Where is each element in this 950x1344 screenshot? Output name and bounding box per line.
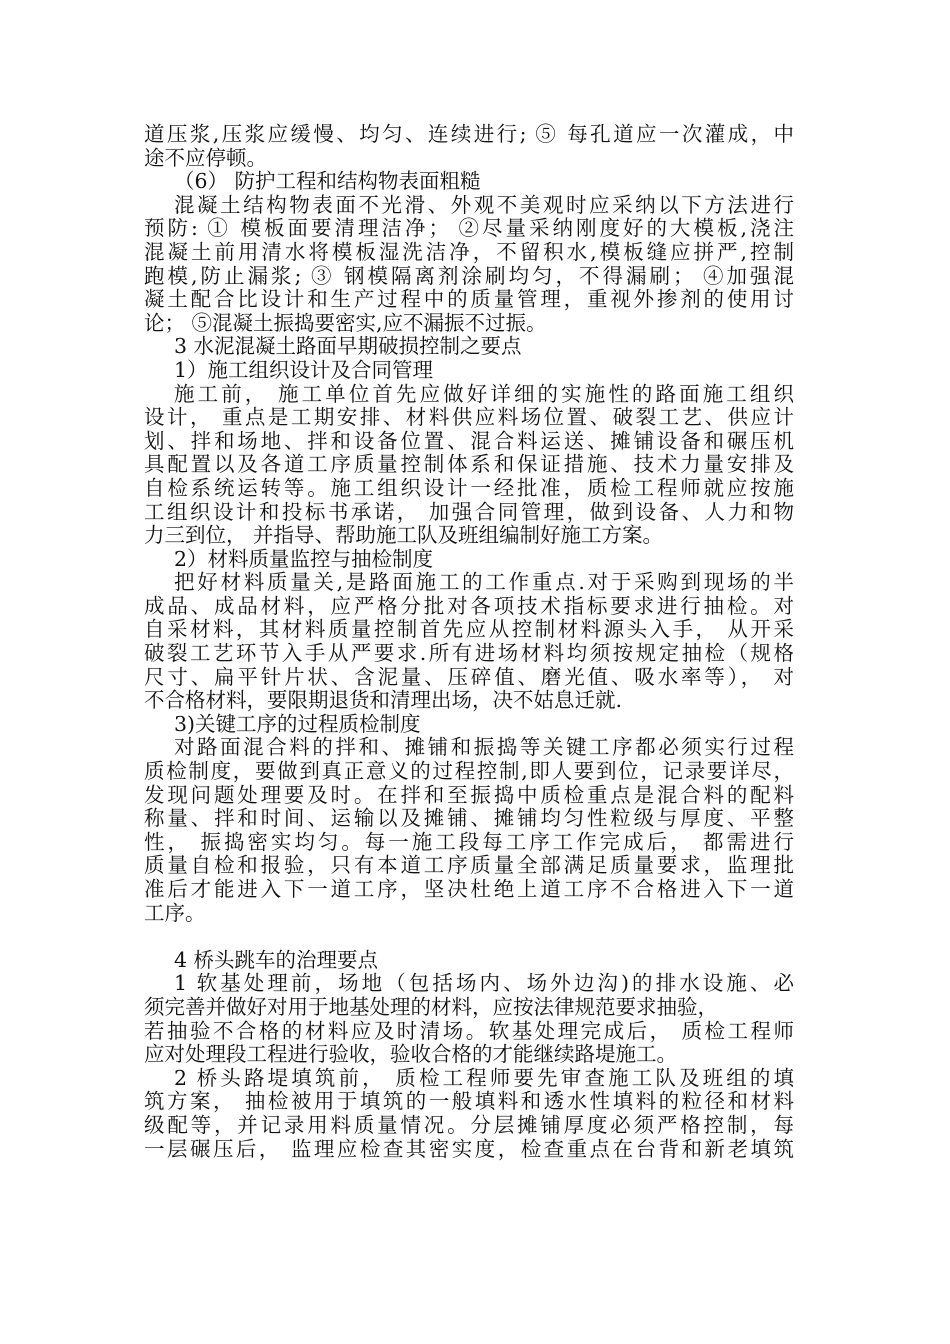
text-line: 破裂工艺环节入手从严要求.所有进场材料均须按规定抽检（规格 xyxy=(144,641,794,666)
text-line: 质量自检和报验，只有本道工序质量全部满足质量要求，监理批 xyxy=(144,853,794,878)
text-line: 一层碾压后， 监理应检查其密实度，检查重点在台背和新老填筑 xyxy=(144,1136,794,1161)
text-line: （6） 防护工程和结构物表面粗糙 xyxy=(174,169,481,194)
text-line: 若抽验不合格的材料应及时清场。软基处理完成后， 质检工程师 xyxy=(144,1018,794,1043)
text-line: 级配等，并记录用料质量情况。分层摊铺厚度必须严格控制，每 xyxy=(144,1112,794,1137)
text-line: 性， 振捣密实均匀。每一施工段每工序工作完成后， 都需进行 xyxy=(144,829,794,854)
text-line: 成品、成品材料，应严格分批对各项技术指标要求进行抽检。对 xyxy=(144,593,794,618)
document-body-text xyxy=(144,123,794,1161)
text-line: 质检制度，要做到真正意义的过程控制,即人要到位，记录要详尽， xyxy=(144,759,794,784)
text-line: 具配置以及各道工序质量控制体系和保证措施、技术力量安排及 xyxy=(144,452,794,477)
text-line: 发现问题处理要及时。在拌和至振捣中质检重点是混合料的配料 xyxy=(144,782,794,807)
text-line: 划、拌和场地、拌和设备位置、混合料运送、摊铺设备和碾压机 xyxy=(144,428,794,453)
text-line: 道压浆,压浆应缓慢、均匀、连续进行; ⑤ 每孔道应一次灌成，中 xyxy=(144,122,794,146)
text-line: 设计， 重点是工期安排、材料供应料场位置、破裂工艺、供应计 xyxy=(144,405,794,430)
text-line: 2）材料质量监控与抽检制度 xyxy=(174,546,434,571)
text-line: 预防: ① 模板面要清理洁净； ②尽量采纳刚度好的大模板,浇注 xyxy=(144,216,794,241)
text-line: 对路面混合料的拌和、摊铺和振捣等关键工序都必须实行过程 xyxy=(174,735,794,760)
text-line: 工序。 xyxy=(144,900,206,925)
text-line: 论； ⑤混凝土振捣要密实,应不漏振不过振。 xyxy=(144,310,547,335)
text-line: 途不应停顿。 xyxy=(144,145,267,170)
text-line xyxy=(144,925,794,949)
text-line: 施工前， 施工单位首先应做好详细的实施性的路面施工组织 xyxy=(174,381,794,406)
text-line: 3)关键工序的过程质检制度 xyxy=(174,711,421,736)
text-line: 筑方案， 抽检被用于填筑的一般填料和透水性填料的粒径和材料 xyxy=(144,1089,794,1114)
text-line: 工组织设计和投标书承诺， 加强合同管理，做到设备、人力和物 xyxy=(144,499,794,524)
text-line: 4 桥头跳车的治理要点 xyxy=(174,947,379,972)
text-line: 应对处理段工程进行验收，验收合格的才能继续路堤施工。 xyxy=(144,1042,677,1067)
text-line: 称量、拌和时间、运输以及摊铺、摊铺均匀性粒级与厚度、平整 xyxy=(144,806,794,831)
text-line: 自采材料，其材料质量控制首先应从控制材料源头入手， 从开采 xyxy=(144,617,794,642)
text-line: 1）施工组织设计及合同管理 xyxy=(174,357,434,382)
text-line: 1 软基处理前，场地（包括场内、场外边沟)的排水设施、必 xyxy=(174,971,794,996)
text-line: 准后才能进入下一道工序，坚决杜绝上道工序不合格进入下一道 xyxy=(144,877,794,901)
text-line: 须完善并做好对用于地基处理的材料，应按法律规范要求抽验， xyxy=(144,994,718,1019)
text-line: 2 桥头路堤填筑前， 质检工程师要先审查施工队及班组的填 xyxy=(174,1065,794,1090)
text-line: 自检系统运转等。施工组织设计一经批准，质检工程师就应按施 xyxy=(144,475,794,500)
text-line: 跑模,防止漏浆; ③ 钢模隔离剂涂刷均匀，不得漏刷； ④加强混 xyxy=(144,263,794,288)
text-line: 尺寸、扁平针片状、含泥量、压碎值、磨光值、吸水率等）， 对 xyxy=(144,664,794,689)
text-line: 混凝土结构物表面不光滑、外观不美观时应采纳以下方法进行 xyxy=(174,192,794,217)
text-line: 不合格材料，要限期退货和清理出场，决不姑息迁就. xyxy=(144,688,623,713)
text-line: 力三到位， 并指导、帮助施工队及班组编制好施工方案。 xyxy=(144,523,664,548)
text-line: 把好材料质量关,是路面施工的工作重点.对于采购到现场的半 xyxy=(174,570,794,595)
text-line: 混凝土前用清水将模板湿洗洁净，不留积水,模板缝应拼严,控制 xyxy=(144,239,794,264)
text-line: 3 水泥混凝土路面早期破损控制之要点 xyxy=(174,334,522,359)
text-line: 凝土配合比设计和生产过程中的质量管理，重视外掺剂的使用讨 xyxy=(144,287,794,312)
